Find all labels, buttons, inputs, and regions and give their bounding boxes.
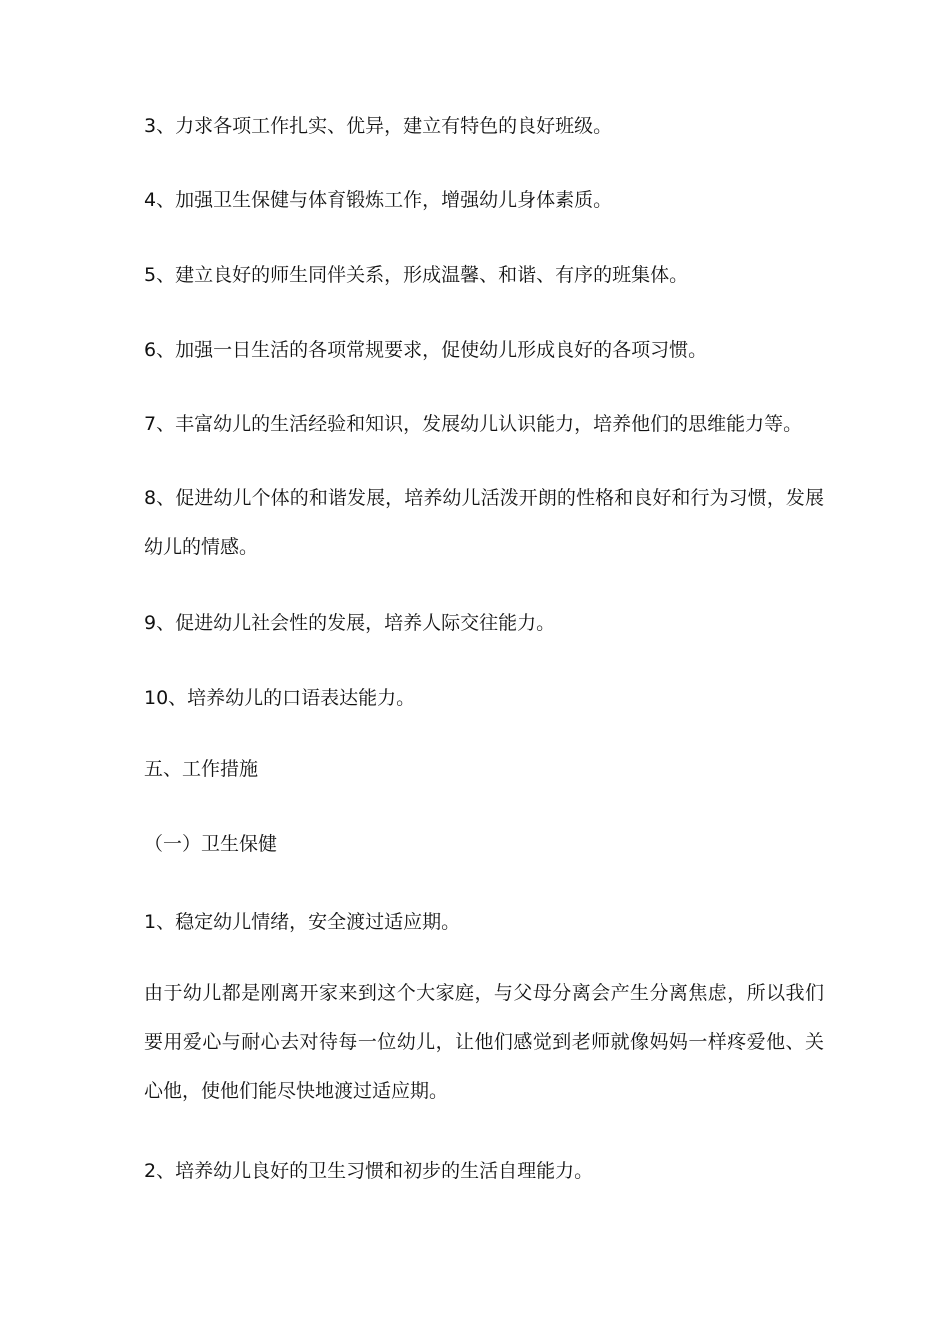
list-item: 4、加强卫生保健与体育锻炼工作，增强幼儿身体素质。 bbox=[144, 189, 613, 211]
subitem-heading: 2、培养幼儿良好的卫生习惯和初步的生活自理能力。 bbox=[144, 1160, 594, 1182]
list-item: 3、力求各项工作扎实、优异，建立有特色的良好班级。 bbox=[144, 115, 613, 137]
list-item: 10、培养幼儿的口语表达能力。 bbox=[144, 687, 416, 709]
list-item: 9、促进幼儿社会性的发展，培养人际交往能力。 bbox=[144, 612, 556, 634]
section-heading: 五、工作措施 bbox=[144, 758, 259, 780]
list-item: 7、丰富幼儿的生活经验和知识，发展幼儿认识能力，培养他们的思维能力等。 bbox=[144, 413, 803, 435]
subitem-heading: 1、稳定幼儿情绪，安全渡过适应期。 bbox=[144, 911, 461, 933]
list-item: 5、建立良好的师生同伴关系，形成温馨、和谐、有序的班集体。 bbox=[144, 264, 689, 286]
subsection-heading: （一）卫生保健 bbox=[144, 833, 278, 855]
list-item: 8、促进幼儿个体的和谐发展，培养幼儿活泼开朗的性格和良好和行为习惯，发展幼儿的情感。 bbox=[144, 487, 824, 558]
list-item: 6、加强一日生活的各项常规要求，促使幼儿形成良好的各项习惯。 bbox=[144, 339, 708, 361]
body-paragraph: 由于幼儿都是刚离开家来到这个大家庭，与父母分离会产生分离焦虑，所以我们要用爱心与耐心去对待每一位幼儿，让他们感觉到老师就像妈妈一样疼爱他、关心他，使他们能尽快地渡过适应期。 bbox=[144, 982, 824, 1102]
